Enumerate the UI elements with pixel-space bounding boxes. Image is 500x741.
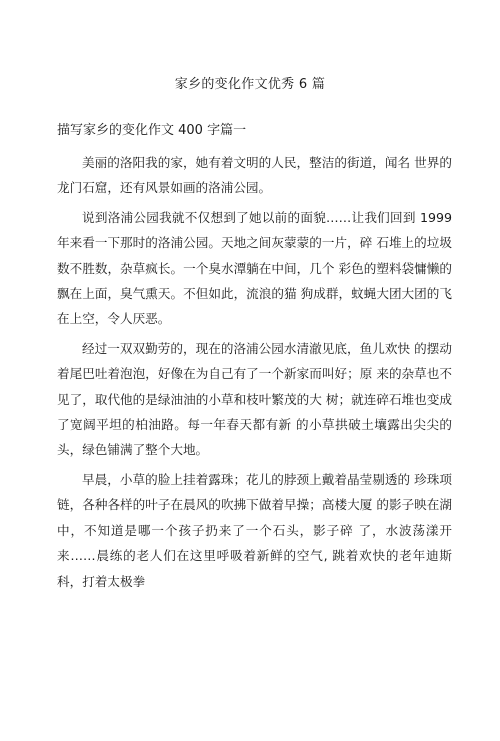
document-title: 家乡的变化作文优秀 6 篇 [174, 77, 326, 92]
paragraph-1: 美丽的洛阳我的家，她有着文明的人民，整洁的街道，闻名 世界的龙门石窟，还有风景如画的洛浦公园。 [57, 155, 452, 196]
section-heading: 描写家乡的变化作文 400 字篇一 [57, 123, 247, 138]
paragraph-2: 说到洛浦公园我就不仅想到了她以前的面貌……让我们回到 1999 年来看一下那时的洛浦公园。天地之间灰蒙蒙的一片，碎 石堆上的垃圾数不胜数，杂草疯长。一个臭水潭躺在中间，几个 彩色的塑料袋慵懒的飘在上面，臭气熏天。不但如此，流浪的猫 狗成群，蚊蝇大团大团的飞在上空，令人厌恶。 [57, 209, 452, 327]
paragraph-4: 早晨，小草的脸上挂着露珠；花儿的脖颈上戴着晶莹剔透的 珍珠项链，各种各样的叶子在晨风的吹拂下做着早操；高楼大厦 的影子映在湖中，不知道是哪一个孩子扔来了一个石头，影子碎 了，水波荡漾开来……晨练的老人们在这里呼吸着新鲜的空气, 跳着欢快的老年迪斯科，打着太极拳 [57, 471, 452, 589]
paragraph-3: 经过一双双勤劳的，现在的洛浦公园水清澈见底，鱼儿欢快 的摆动着尾巴吐着泡泡，好像在为自己有了一个新家而叫好；原 来的杂草也不见了，取代他的是绿油油的小草和枝叶繁茂的大 树；就连碎石堆也变成了宽阔平坦的柏油路。每一年春天都有新 的小草拱破土壤露出尖尖的头，绿色铺满了整个大地。 [57, 340, 452, 458]
document-body [57, 150, 452, 598]
